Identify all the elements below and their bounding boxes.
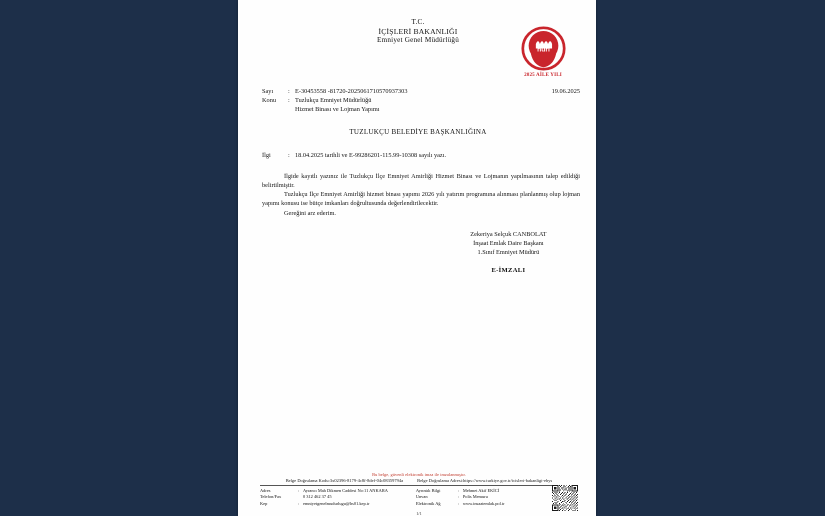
adres-label: Adres — [260, 487, 271, 493]
footer-row-adres — [260, 488, 416, 495]
header-directorate: Emniyet Genel Müdürlüğü — [376, 36, 460, 45]
document-page — [238, 0, 596, 516]
sayi-label: Sayı — [262, 88, 274, 95]
konu-colon: : — [288, 96, 290, 104]
unvan-value: Polis Memuru — [462, 494, 488, 500]
emblem-caption: 2025 AİLE YILI — [524, 72, 562, 78]
ayrintili-bilgi-value: Mehmet Akif EKİCİ — [462, 487, 500, 493]
adres-colon: : — [298, 487, 300, 493]
kep-colon: : — [298, 501, 300, 507]
konu-value: Tuzlukçu Emniyet Müdürlüğü — [295, 96, 372, 104]
signer-name: Zekeriya Selçuk CANBOLAT — [470, 231, 547, 238]
document-header — [250, 18, 586, 80]
ilgi-colon: : — [288, 152, 290, 159]
elektronik-ag-label: Elektronik Ağ — [415, 501, 441, 507]
elektronik-ag-value: www.insaatemlak.pol.tr — [462, 501, 505, 507]
meta-row-sayi — [262, 88, 580, 97]
signature-block — [435, 230, 582, 276]
ayrintili-bilgi-colon: : — [457, 487, 460, 493]
footer-divider — [260, 485, 578, 486]
unvan-colon: : — [457, 494, 460, 500]
document-footer — [260, 471, 578, 516]
verification-line: Belge Doğrulama Kodu:3x02396-8179-4c8f-8def-04c08359794a Belge Doğrulama Adresi:https://www.turkiye.gov.tr/icisleri-bakanligi-ebys — [285, 477, 553, 483]
kep-value: emniyetgenelmudurlugu@hs01.kep.tr — [303, 501, 370, 507]
emblem-icon — [521, 26, 566, 71]
footer-row-kep — [260, 501, 416, 508]
telefon-value: 0 312 462 37 45 — [303, 494, 332, 500]
header-ministry: İÇİŞLERİ BAKANLIĞI — [378, 26, 458, 36]
verify-code-label: Belge Doğrulama Kodu — [285, 477, 329, 483]
verify-addr-label: Belge Doğrulama Adresi — [417, 477, 462, 483]
sayi-colon: : — [288, 88, 290, 95]
verify-addr-value: https://www.turkiye.gov.tr/icisleri-bakanligi-ebys — [463, 477, 553, 483]
footer-row-ayrintili-bilgi — [416, 488, 534, 495]
body-paragraph-1: İlgide kayıtlı yazınız ile Tuzlukçu İlçe Emniyet Amirliği Hizmet Binası ve Lojmanın yapılmasının talep edildiği belirtilmiştir. — [262, 173, 580, 190]
footer-row-telefon — [260, 494, 416, 501]
emblem-2025-aile-yili — [514, 26, 572, 88]
header-tc: T.C. — [411, 18, 425, 26]
unvan-label: Unvan — [415, 494, 428, 500]
ilgi-value: 18.04.2025 tarihli ve E-99286201-115.99-10308 sayılı yazı. — [295, 152, 447, 159]
footer-columns — [260, 488, 578, 508]
konu-value-line2: Hizmet Binası ve Lojman Yapımı — [295, 105, 380, 113]
addressee-title: TUZLUKÇU BELEDİYE BAŞKANLIĞINA — [349, 128, 487, 136]
verify-code-value: 3x02396-8179-4c8f-8def-04c08359794a — [329, 477, 404, 483]
signer-rank: 1.Sınıf Emniyet Müdürü — [477, 249, 540, 257]
document-meta — [262, 88, 580, 115]
kep-label: Kep — [260, 501, 268, 507]
document-date: 19.06.2025 — [551, 88, 580, 95]
adres-value: Ayrancı Mah Dikmen Caddesi No:11 ANKARA — [303, 487, 388, 493]
footer-column-left — [260, 488, 416, 508]
ilgi-row — [262, 152, 580, 159]
esignature-warning: Bu belge, güvenli elektronik imza ile imzalanmıştır. — [372, 471, 466, 477]
body-paragraph-3: Gereğini arz ederim. — [284, 209, 336, 217]
konu-label: Konu — [262, 96, 276, 104]
signer-title: İnşaat Emlak Daire Başkanı — [473, 240, 544, 248]
page-number: 1/1 — [416, 511, 422, 516]
svg-text:nuri: nuri — [536, 46, 550, 54]
body-paragraph-2: Tuzlukçu İlçe Emniyet Amirliği hizmet binası yapımı 2026 yılı yatırım programına alınması planlanmış olup lojman yapımı konusu ise bütçe imkanları doğrultusunda değerlendirilecektir. — [262, 191, 580, 208]
ilgi-label: İlgi — [262, 152, 271, 159]
meta-row-konu — [262, 97, 580, 106]
esignature-badge: E-İMZALI — [491, 267, 526, 275]
telefon-label: Telefon/Fax — [260, 494, 282, 500]
footer-row-unvan — [416, 494, 534, 501]
qr-code-icon — [552, 485, 578, 511]
footer-row-elektronik-ag — [416, 501, 534, 508]
document-body — [262, 172, 580, 218]
ayrintili-bilgi-label: Ayrıntılı Bilgi — [415, 487, 441, 493]
sayi-value: E-30453558 -81720-2025061710570937303 — [295, 88, 408, 95]
footer-column-right — [416, 488, 534, 508]
elektronik-ag-colon: : — [457, 501, 460, 507]
